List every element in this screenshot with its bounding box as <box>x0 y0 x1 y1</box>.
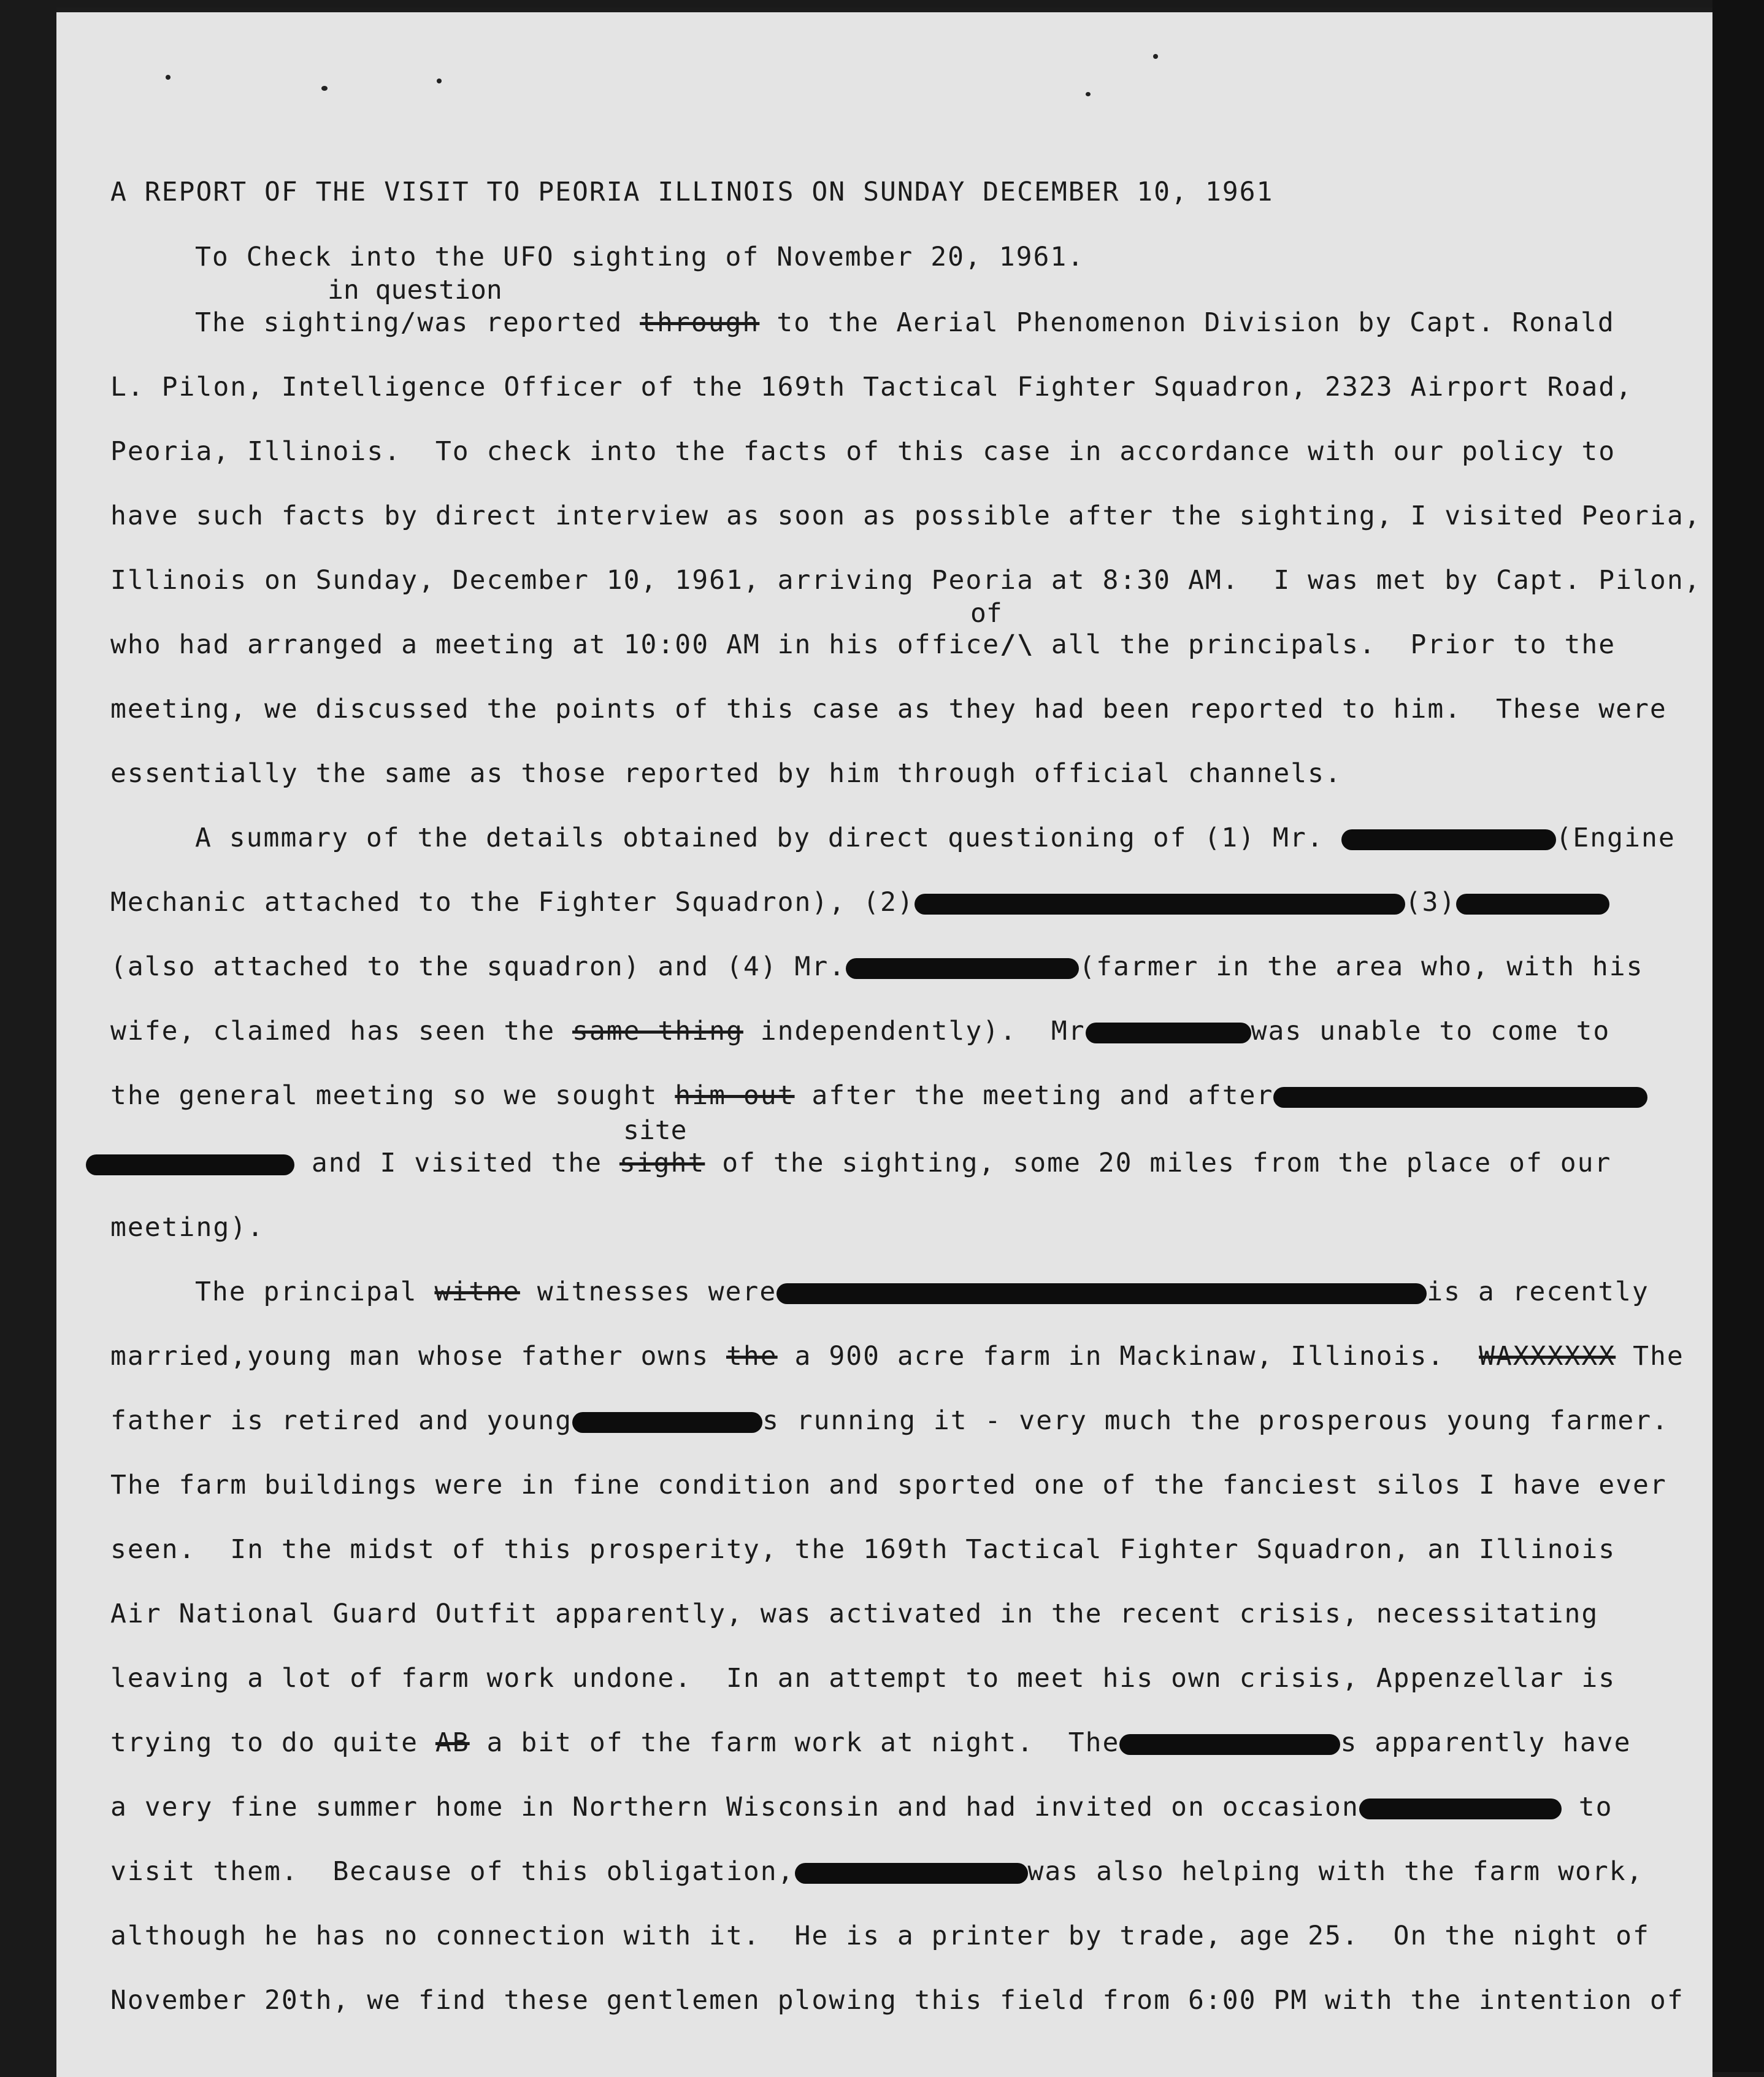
paragraph-line: although he has no connection with it. He is a printer by trade, age 25. On the night of <box>110 1921 1650 1951</box>
redaction-bar <box>777 1283 1427 1304</box>
redaction-bar <box>795 1863 1028 1884</box>
paragraph-line: The farm buildings were in fine condition and sported one of the fanciest silos I have ever <box>110 1470 1667 1500</box>
scan-speck <box>1153 54 1158 59</box>
paragraph-line: meeting). <box>110 1212 264 1243</box>
paragraph-line: trying to do quite AB a bit of the farm work at night. The s apparently have <box>110 1727 1632 1758</box>
report-subtitle: To Check into the UFO sighting of November 20, 1961. <box>195 242 1085 272</box>
paragraph-line: and I visited the sight of the sighting, some 20 miles from the place of our <box>86 1145 1611 1181</box>
redaction-bar <box>1273 1087 1647 1108</box>
paragraph-line: (also attached to the squadron) and (4) Mr. (farmer in the area who, with his <box>110 951 1644 982</box>
redaction-bar <box>1086 1023 1251 1043</box>
handwritten-insert: of <box>970 598 1002 629</box>
paragraph-line: seen. In the midst of this prosperity, the 169th Tactical Fighter Squadron, an Illinois <box>110 1534 1616 1565</box>
paragraph-line: November 20th, we find these gentlemen plowing this field from 6:00 PM with the intention of <box>110 1985 1684 2016</box>
struck-text: witne <box>434 1277 520 1307</box>
paragraph-line: visit them. Because of this obligation, was also helping with the farm work, <box>110 1856 1644 1887</box>
struck-text: the <box>726 1341 778 1372</box>
caret-mark: /\ <box>1000 629 1034 660</box>
paragraph-line: married,young man whose father owns the a 900 acre farm in Mackinaw, Illinois. WAXXXXXX The <box>110 1341 1684 1372</box>
redaction-bar <box>86 1154 294 1175</box>
paragraph-line: Illinois on Sunday, December 10, 1961, arriving Peoria at 8:30 AM. I was met by Capt. Pilon, <box>110 565 1701 596</box>
redaction-bar <box>915 894 1405 915</box>
struck-text: sight <box>619 1148 705 1178</box>
struck-text: WAXXXXXX <box>1479 1341 1616 1372</box>
redaction-bar <box>1119 1734 1340 1755</box>
scan-speck <box>1086 92 1091 96</box>
paragraph-line: Air National Guard Outfit apparently, was activated in the recent crisis, necessitating <box>110 1599 1599 1629</box>
paragraph-line: the general meeting so we sought him out after the meeting and after <box>110 1077 1647 1114</box>
redaction-bar <box>1456 894 1609 915</box>
paragraph-line: essentially the same as those reported by him through official channels. <box>110 758 1342 789</box>
scan-speck <box>166 75 171 80</box>
paragraph-line: have such facts by direct interview as soon as possible after the sighting, I visited Peoria, <box>110 501 1701 531</box>
paragraph-line: A summary of the details obtained by direct questioning of (1) Mr. (Engine <box>195 823 1676 853</box>
paragraph-line: The principal witne witnesses were is a recently <box>195 1277 1649 1307</box>
paragraph-line: The sighting/was reported through to the Aerial Phenomenon Division by Capt. Ronald <box>195 307 1615 338</box>
paragraph-line: Mechanic attached to the Fighter Squadron), (2) (3) <box>110 884 1609 921</box>
redaction-bar <box>846 958 1079 979</box>
paragraph-line: meeting, we discussed the points of this case as they had been reported to him. These were <box>110 694 1667 724</box>
handwritten-insert: site <box>623 1115 687 1146</box>
paragraph-line: who had arranged a meeting at 10:00 AM in his office/\ all the principals. Prior to the <box>110 629 1616 660</box>
handwritten-insert: in question <box>328 275 502 305</box>
struck-text: same thing <box>572 1016 743 1046</box>
struck-text: AB <box>435 1727 470 1758</box>
paragraph-line: leaving a lot of farm work undone. In an attempt to meet his own crisis, Appenzellar is <box>110 1663 1616 1694</box>
paragraph-line: wife, claimed has seen the same thing independently). Mr was unable to come to <box>110 1016 1611 1046</box>
scan-speck <box>437 79 442 83</box>
paragraph-line: L. Pilon, Intelligence Officer of the 169th Tactical Fighter Squadron, 2323 Airport Road, <box>110 372 1633 402</box>
scan-speck <box>321 86 328 91</box>
redaction-bar <box>572 1412 762 1433</box>
redaction-bar <box>1359 1799 1562 1819</box>
struck-text: him out <box>675 1080 795 1111</box>
struck-text: through <box>640 307 760 338</box>
paragraph-line: a very fine summer home in Northern Wisconsin and had invited on occasion to <box>110 1792 1613 1822</box>
paragraph-line: Peoria, Illinois. To check into the facts of this case in accordance with our policy to <box>110 436 1616 467</box>
redaction-bar <box>1341 829 1556 850</box>
scan-border <box>1712 0 1764 2072</box>
paragraph-line: father is retired and young s running it - very much the prosperous young farmer. <box>110 1405 1670 1436</box>
report-title: A REPORT OF THE VISIT TO PEORIA ILLINOIS ON SUNDAY DECEMBER 10, 1961 <box>110 177 1274 207</box>
